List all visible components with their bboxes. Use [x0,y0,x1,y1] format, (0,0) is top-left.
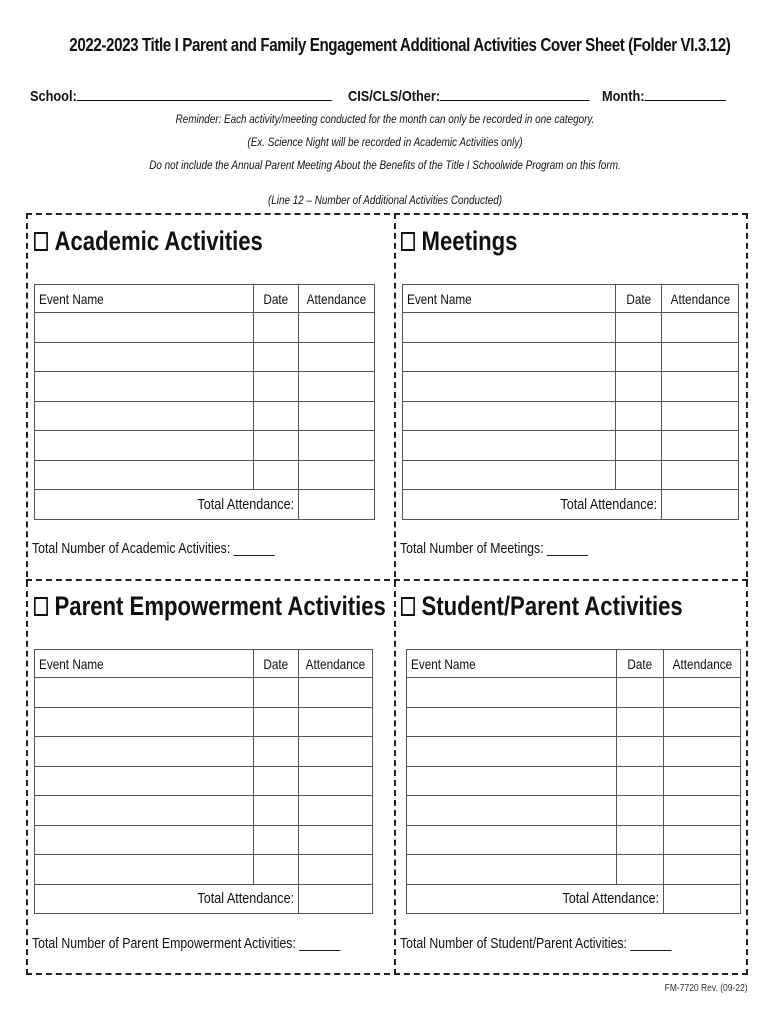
date-cell[interactable] [616,431,662,461]
total-attendance-label: Total Attendance: [35,490,299,520]
reminder-note: Reminder: Each activity/meeting conducted for the month can only be recorded in one category. [175,114,595,126]
table-row[interactable] [407,825,741,855]
attendance-cell[interactable] [662,372,739,402]
attendance-cell[interactable] [662,313,739,343]
attendance-cell[interactable] [299,342,375,372]
attendance-header: Attendance [662,285,739,313]
date-header: Date [254,650,299,678]
attendance-cell[interactable] [664,796,741,826]
attendance-cell[interactable] [664,766,741,796]
event-name-cell[interactable] [407,678,617,708]
attendance-cell[interactable] [299,855,373,885]
table-row[interactable] [35,855,373,885]
form-revision-id: FM-7720 Rev. (09-22) [665,983,748,994]
attendance-header: Attendance [664,650,741,678]
attendance-cell[interactable] [299,401,375,431]
attendance-header: Attendance [299,650,373,678]
event-name-cell[interactable] [35,460,254,490]
parent-empowerment-table [34,649,373,914]
total-attendance-cell[interactable] [299,884,373,914]
line12-note: (Line 12 – Number of Additional Activities Conducted) [267,195,503,207]
total-attendance-cell[interactable] [664,884,741,914]
table-header-row [35,650,373,678]
student-parent-table [406,649,741,914]
parent-empowerment-title-text: Parent Empowerment Activities [54,591,386,621]
total-row [407,884,741,914]
academic-section-title [34,226,263,257]
attendance-cell[interactable] [664,707,741,737]
event-name-cell[interactable] [35,796,254,826]
attendance-cell[interactable] [664,678,741,708]
table-row[interactable] [35,460,375,490]
table-row[interactable] [403,401,739,431]
date-cell[interactable] [616,372,662,402]
student-parent-count[interactable]: Total Number of Student/Parent Activities: ______ [400,935,672,952]
attendance-cell[interactable] [299,796,373,826]
date-cell[interactable] [254,460,299,490]
date-cell[interactable] [254,313,299,343]
table-row[interactable] [403,313,739,343]
table-row[interactable] [407,737,741,767]
event-name-cell[interactable] [35,825,254,855]
date-cell[interactable] [254,766,299,796]
date-cell[interactable] [617,796,664,826]
attendance-cell[interactable] [664,825,741,855]
frame-center [394,213,396,975]
date-cell[interactable] [616,460,662,490]
date-cell[interactable] [617,707,664,737]
header-fields [30,86,740,108]
date-cell[interactable] [254,431,299,461]
academic-count[interactable]: Total Number of Academic Activities: ______ [32,540,275,557]
frame-middle [26,579,748,581]
event-name-header: Event Name [407,650,617,678]
table-row[interactable] [35,342,375,372]
event-name-cell[interactable] [35,372,254,402]
table-row[interactable] [35,766,373,796]
event-name-cell[interactable] [35,431,254,461]
event-name-cell[interactable] [407,855,617,885]
date-cell[interactable] [254,825,299,855]
frame-right [746,213,748,975]
table-row[interactable] [35,737,373,767]
meetings-section-title [401,226,517,257]
attendance-header: Attendance [299,285,375,313]
date-header: Date [617,650,664,678]
table-row[interactable] [407,678,741,708]
table-row[interactable] [35,825,373,855]
date-cell[interactable] [616,401,662,431]
cis-label: CIS/CLS/Other: [348,88,441,105]
event-name-cell[interactable] [407,796,617,826]
example-note: (Ex. Science Night will be recorded in Academic Activities only) [247,137,523,149]
month-field[interactable] [602,86,726,105]
school-label: School: [30,88,77,105]
attendance-cell[interactable] [299,431,375,461]
exclusion-note: Do not include the Annual Parent Meeting About the Benefits of the Title I Schoolwide Program on this form. [149,160,621,172]
academic-table [34,284,375,520]
table-row[interactable] [403,460,739,490]
event-name-cell[interactable] [403,431,616,461]
date-cell[interactable] [617,825,664,855]
total-attendance-label: Total Attendance: [35,884,299,914]
meetings-table [402,284,739,520]
date-cell[interactable] [617,678,664,708]
event-name-cell[interactable] [403,401,616,431]
student-parent-checkbox[interactable] [401,597,415,616]
meetings-title-text: Meetings [421,226,518,256]
table-row[interactable] [407,855,741,885]
date-cell[interactable] [616,342,662,372]
date-cell[interactable] [616,313,662,343]
date-cell[interactable] [617,766,664,796]
date-cell[interactable] [617,737,664,767]
frame-left [26,213,28,975]
event-name-cell[interactable] [407,766,617,796]
frame-bottom [26,973,748,975]
school-blank[interactable] [77,86,332,101]
attendance-cell[interactable] [662,431,739,461]
cis-field[interactable] [348,86,590,105]
event-name-cell[interactable] [35,737,254,767]
total-row [403,490,739,520]
meetings-count[interactable]: Total Number of Meetings: ______ [400,540,589,557]
meetings-checkbox[interactable] [401,232,415,251]
table-row[interactable] [403,431,739,461]
parent-empowerment-section-title [34,591,386,622]
table-row[interactable] [403,342,739,372]
month-label: Month: [602,88,645,105]
attendance-cell[interactable] [299,678,373,708]
attendance-cell[interactable] [299,707,373,737]
parent-empowerment-count[interactable]: Total Number of Parent Empowerment Activities: ______ [32,935,341,952]
event-name-cell[interactable] [403,460,616,490]
table-row[interactable] [35,313,375,343]
date-cell[interactable] [254,678,299,708]
date-header: Date [254,285,299,313]
event-name-cell[interactable] [35,855,254,885]
table-header-row [407,650,741,678]
attendance-cell[interactable] [299,313,375,343]
event-name-header: Event Name [403,285,616,313]
total-attendance-cell[interactable] [662,490,739,520]
event-name-header: Event Name [35,285,254,313]
event-name-cell[interactable] [35,313,254,343]
date-cell[interactable] [254,372,299,402]
academic-title-text: Academic Activities [54,226,263,256]
attendance-cell[interactable] [664,855,741,885]
attendance-cell[interactable] [662,342,739,372]
event-name-header: Event Name [35,650,254,678]
event-name-cell[interactable] [407,825,617,855]
total-attendance-cell[interactable] [299,490,375,520]
total-row [35,490,375,520]
attendance-cell[interactable] [299,460,375,490]
student-parent-section-title [401,591,683,622]
table-row[interactable] [35,401,375,431]
event-name-cell[interactable] [35,678,254,708]
table-row[interactable] [35,796,373,826]
total-attendance-label: Total Attendance: [407,884,664,914]
attendance-cell[interactable] [662,460,739,490]
total-row [35,884,373,914]
date-cell[interactable] [254,342,299,372]
academic-checkbox[interactable] [34,232,48,251]
date-cell[interactable] [617,855,664,885]
table-row[interactable] [407,796,741,826]
month-blank[interactable] [644,86,726,101]
attendance-cell[interactable] [299,372,375,402]
event-name-cell[interactable] [35,342,254,372]
table-row[interactable] [35,678,373,708]
table-row[interactable] [35,431,375,461]
parent-empowerment-checkbox[interactable] [34,597,48,616]
date-cell[interactable] [254,796,299,826]
event-name-cell[interactable] [403,313,616,343]
table-row[interactable] [35,372,375,402]
date-cell[interactable] [254,707,299,737]
document-title: 2022-2023 Title I Parent and Family Engagement Additional Activities Cover Sheet (Folder VI.3.12) [69,34,731,55]
attendance-cell[interactable] [299,825,373,855]
cis-blank[interactable] [440,86,590,101]
student-parent-title-text: Student/Parent Activities [421,591,683,621]
attendance-cell[interactable] [299,737,373,767]
attendance-cell[interactable] [662,401,739,431]
date-cell[interactable] [254,855,299,885]
table-row[interactable] [403,372,739,402]
table-header-row [35,285,375,313]
event-name-cell[interactable] [403,342,616,372]
table-row[interactable] [407,766,741,796]
event-name-cell[interactable] [35,707,254,737]
date-cell[interactable] [254,737,299,767]
event-name-cell[interactable] [407,737,617,767]
frame-top [26,213,748,215]
event-name-cell[interactable] [35,401,254,431]
table-header-row [403,285,739,313]
school-field[interactable] [30,86,332,105]
table-row[interactable] [35,707,373,737]
date-header: Date [616,285,662,313]
event-name-cell[interactable] [403,372,616,402]
event-name-cell[interactable] [407,707,617,737]
attendance-cell[interactable] [664,737,741,767]
event-name-cell[interactable] [35,766,254,796]
table-row[interactable] [407,707,741,737]
total-attendance-label: Total Attendance: [403,490,662,520]
attendance-cell[interactable] [299,766,373,796]
date-cell[interactable] [254,401,299,431]
